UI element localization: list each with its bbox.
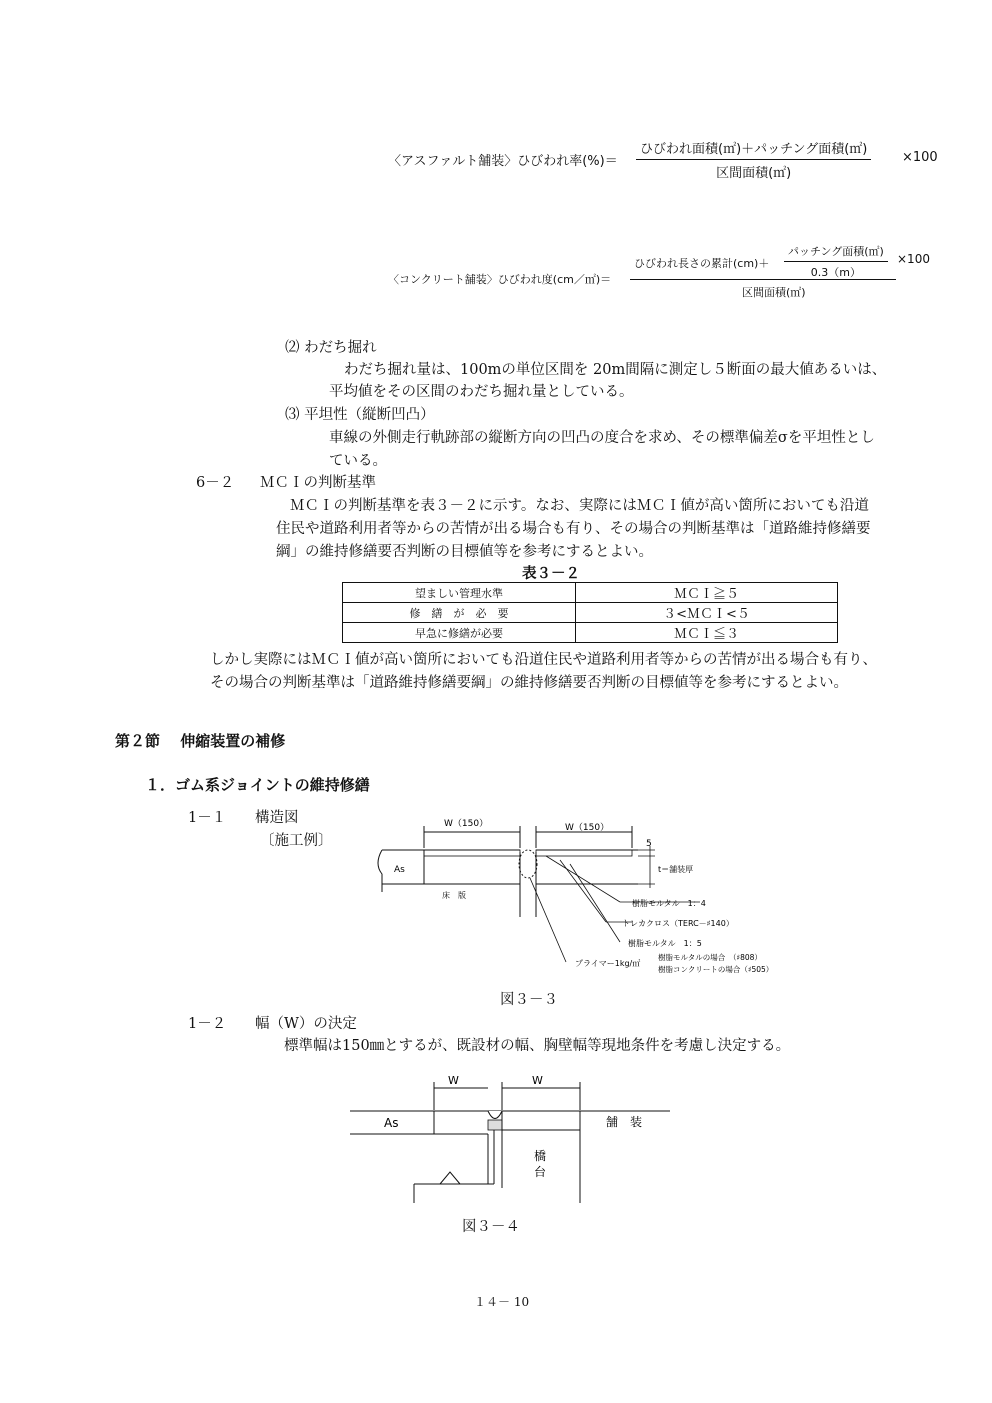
section-6-2-line1: ＭＣＩの判断基準を表３－２に示す。なお、実際にはＭＣＩ値が高い箇所においても沿道: [290, 498, 869, 514]
figure-3-3-caption: 図３－３: [500, 992, 558, 1008]
rutting-line2: 平均値をその区間のわだち掘れ量としている。: [329, 384, 634, 400]
formula-concrete-inner-numerator: パッチング面積(㎡): [788, 245, 884, 258]
fig4-abutment-2: 台: [534, 1165, 547, 1179]
fig4-w-right: W: [532, 1074, 543, 1087]
mci-table: [342, 582, 838, 643]
formula-asphalt-fraction: [636, 138, 871, 181]
figure-3-3: [370, 812, 800, 982]
fig3-w-left: W（150）: [444, 819, 489, 829]
fig3-label-resin-mortar-1-4: 樹脂モルタル 1：4: [632, 899, 706, 908]
figure-3-4-caption: 図３－４: [462, 1219, 520, 1235]
table-cell-label: 早急に修繕が必要: [343, 623, 576, 643]
table-row: [343, 603, 838, 623]
fig3-primer: プライマー1kg/㎡: [575, 959, 641, 968]
section-6-2-number: 6－２: [196, 475, 235, 491]
fig3-dim-5: 5: [646, 839, 652, 849]
s12-number: 1－２: [188, 1016, 227, 1032]
fig3-label-cloth: トレカクロス（TERC－♯140）: [622, 919, 734, 928]
formula-asphalt-multiplier: ×100: [902, 150, 938, 165]
flatness-line2: ている。: [329, 453, 387, 469]
table-cell-value: ＭＣＩ≧５: [576, 583, 838, 603]
formula-concrete-multiplier: ×100: [897, 252, 930, 266]
section-6-2-title: ＭＣＩの判断基準: [260, 475, 376, 491]
fig3-slab: 床 版: [442, 891, 466, 900]
section-6-2-line2: 住民や道路利用者等からの苦情が出る場合も有り、その場合の判断基準は「道路維持修繕要: [276, 521, 871, 537]
table-cell-value: ３<ＭＣＩ<５: [576, 603, 838, 623]
s12-text: 標準幅は150㎜とするが、既設材の幅、胸壁幅等現地条件を考慮し決定する。: [284, 1038, 791, 1054]
table-cell-value: ＭＣＩ≦３: [576, 623, 838, 643]
s11-number: 1－１: [188, 810, 227, 826]
s12-title: 幅（W）の決定: [255, 1016, 357, 1032]
flatness-line1: 車線の外側走行軌跡部の縦断方向の凹凸の度合を求め、その標準偏差σを平坦性とし: [329, 430, 875, 446]
fig3-as: As: [394, 865, 405, 875]
formula-asphalt-numerator: ひびわれ面積(㎡)＋パッチング面積(㎡): [640, 142, 868, 157]
section-6-2-line3: 綱」の維持修繕要否判断の目標値等を参考にするとよい。: [276, 544, 653, 560]
formula-concrete-denominator: 区間面積(㎡): [742, 286, 806, 299]
formula-concrete-label: 〈コンクリート舗装〉ひびわれ度(cm／㎡)＝: [388, 273, 612, 286]
formula-asphalt-denominator: 区間面積(㎡): [716, 166, 792, 181]
s11-note: 〔施工例〕: [260, 833, 333, 849]
rutting-line1: わだち掘れ量は、100mの単位区間を 20m間隔に測定し５断面の最大値あるいは、: [344, 362, 887, 378]
figure-3-4: [348, 1068, 678, 1213]
flatness-title: ⑶ 平坦性（縦断凹凸）: [285, 407, 435, 423]
s11-title: 構造図: [255, 810, 299, 826]
formula-concrete-inner-fraction: [784, 243, 888, 280]
table-caption: 表３－２: [522, 566, 580, 582]
fig3-primer-b: 樹脂コンクリートの場合（♯505）: [658, 965, 774, 974]
after-table-line1: しかし実際にはＭＣＩ値が高い箇所においても沿道住民や道路利用者等からの苦情が出る場合も有り、: [210, 652, 877, 668]
formula-concrete-num-left: ひびわれ長さの累計(cm)＋: [634, 257, 770, 270]
table-row: [343, 583, 838, 603]
fig3-primer-a: 樹脂モルタルの場合 （♯808）: [658, 953, 762, 962]
fig3-thickness: t＝舗装厚: [658, 865, 694, 874]
fig4-pavement: 舗 装: [606, 1115, 643, 1129]
table-cell-label: 修 繕 が 必 要: [343, 603, 576, 623]
formula-concrete-inner-denominator: 0.3（m）: [810, 266, 862, 279]
formula-asphalt-label: 〈アスファルト舗装〉ひびわれ率(%)＝: [388, 154, 618, 169]
fig3-w-right: W（150）: [565, 823, 610, 833]
table-cell-label: 望ましい管理水準: [343, 583, 576, 603]
fig3-label-resin-mortar-1-5: 樹脂モルタル 1：5: [628, 939, 702, 948]
table-row: [343, 623, 838, 643]
fig4-as: As: [384, 1116, 399, 1130]
section-2-heading: 第２節 伸縮装置の補修: [115, 732, 286, 750]
after-table-line2: その場合の判断基準は「道路維持修繕要綱」の維持修繕要否判断の目標値等を参考にするとよい。: [210, 675, 848, 691]
fig4-w-left: W: [448, 1074, 459, 1087]
fig4-abutment-1: 橋: [534, 1149, 547, 1163]
page-number: １４－ 10: [474, 1295, 530, 1309]
rutting-title: ⑵ わだち掘れ: [285, 340, 377, 356]
formula-concrete-main-bar: [630, 279, 896, 280]
subsection-1-heading: １．ゴム系ジョイントの維持修繕: [145, 776, 370, 794]
